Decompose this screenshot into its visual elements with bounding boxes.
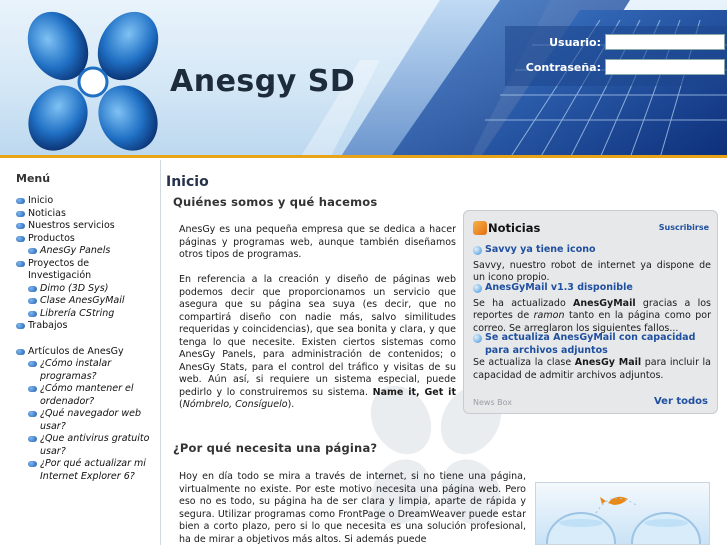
bulb-icon bbox=[473, 282, 485, 298]
motto-translation: Nómbrelo, Consíguelo bbox=[182, 399, 288, 410]
menu-item-dimo[interactable]: Dimo (3D Sys) bbox=[28, 283, 152, 296]
main-menu bbox=[16, 195, 152, 333]
news-headline-text[interactable]: AnesGyMail v1.3 disponible bbox=[485, 282, 633, 293]
user-label: Usuario: bbox=[549, 35, 601, 49]
news-body: Se actualiza la clase AnesGy Mail para incluir la capacidad de admitir archivos adjuntos. bbox=[473, 357, 711, 381]
menu-item-anesgy-panels[interactable]: AnesGy Panels bbox=[28, 245, 152, 258]
page-title: Inicio bbox=[166, 174, 209, 190]
menu-item-cstring[interactable]: Librería CString bbox=[28, 308, 152, 321]
news-box-label: News Box bbox=[473, 398, 513, 407]
menu-item-productos[interactable]: Productos bbox=[16, 233, 152, 246]
menu-item-trabajos[interactable]: Trabajos bbox=[16, 320, 152, 333]
news-headline[interactable] bbox=[473, 282, 711, 298]
menu-item-noticias[interactable]: Noticias bbox=[16, 208, 152, 221]
news-box bbox=[463, 210, 718, 414]
paragraph-why: Hoy en día todo se mira a través de internet, si no tiene una página, virtualmente no existe. Por este motivo necesita una página web. Pero eso no es todo, su página ha de ser clara y limpia, aparte de rápida y segura. Utilizar programas como FrontPage o DreamWeaver puede estar bien a corto plazo, pero si lo que necesita es una solución profesional, ha de mirar a objetivos más altos. Si además puede bbox=[179, 471, 526, 545]
articles-title[interactable]: Artículos de AnesGy bbox=[16, 346, 152, 359]
menu-item-inicio[interactable]: Inicio bbox=[16, 195, 152, 208]
menu-item-servicios[interactable]: Nuestros servicios bbox=[16, 220, 152, 233]
password-input[interactable] bbox=[605, 59, 725, 75]
article-link[interactable]: ¿Que antivirus gratuito usar? bbox=[28, 433, 152, 458]
article-link[interactable]: ¿Cómo mantener el ordenador? bbox=[28, 383, 152, 408]
news-headline[interactable] bbox=[473, 332, 711, 357]
sidebar bbox=[0, 160, 152, 545]
news-headline-text[interactable]: Savvy ya tiene icono bbox=[485, 244, 596, 255]
article-link[interactable]: ¿Por qué actualizar mi Internet Explorer 6? bbox=[28, 458, 152, 483]
paragraph-web-design-text: En referencia a la creación y diseño de páginas web podemos decir que proporcionamos un servicio que asegura que su página sea suya (es decir, que no compartirá diseño con nadie más, salvo similitudes requeridas y coincidencias), que sea bonita y clara, y que tenga lo que necesite. Existen ciertos sistemas como AnesGy Panels, para administración de contenidos; o AnesGy Stats, para el control del tráfico y visitas de su web. Aún así, si requiere un sistema especial, puede pedirlo y lo construiremos su sistema. bbox=[179, 274, 456, 398]
brand-name: Anesgy SD bbox=[170, 64, 356, 99]
menu-title: Menú bbox=[16, 172, 51, 185]
articles-menu bbox=[16, 346, 152, 484]
user-input[interactable] bbox=[605, 34, 725, 50]
password-label: Contraseña: bbox=[525, 60, 601, 74]
login-password-row bbox=[526, 59, 725, 75]
news-item bbox=[473, 244, 711, 285]
bulb-icon bbox=[473, 244, 485, 260]
subscribe-link[interactable]: Suscribirse bbox=[658, 223, 709, 232]
fish-bowl-image bbox=[535, 482, 710, 545]
section-title-about: Quiénes somos y qué hacemos bbox=[173, 195, 378, 209]
news-body: Se ha actualizado AnesGyMail gracias a los reportes de ramon tanto en la página como por correo. Se arreglaron los siguientes fallos... bbox=[473, 297, 712, 334]
site-header bbox=[0, 0, 727, 158]
login-user-row bbox=[549, 34, 725, 50]
view-all-news-link[interactable]: Ver todos bbox=[653, 396, 708, 407]
article-link[interactable]: ¿Qué navegador web usar? bbox=[28, 408, 152, 433]
section-title-why: ¿Por qué necesita una página? bbox=[173, 441, 378, 455]
news-title: Noticias bbox=[488, 221, 541, 235]
paragraph-intro: AnesGy es una pequeña empresa que se dedica a hacer páginas y programas web, aunque también diseñamos otros tipos de programas. bbox=[179, 224, 456, 260]
news-body: Savvy, nuestro robot de internet ya dispone de un icono propio. bbox=[473, 259, 711, 283]
bulb-icon bbox=[473, 332, 485, 357]
fish-bowl-illustration bbox=[536, 483, 710, 545]
menu-item-proyectos[interactable]: Proyectos de Investigación bbox=[16, 258, 152, 283]
rss-icon[interactable] bbox=[473, 221, 487, 235]
news-item bbox=[473, 332, 711, 382]
login-panel bbox=[505, 26, 727, 86]
motto: Name it, Get it bbox=[372, 386, 456, 398]
news-headline-text[interactable]: Se actualiza AnesGyMail con capacidad para archivos adjuntos bbox=[485, 332, 696, 356]
menu-item-anesgymail[interactable]: Clase AnesGyMail bbox=[28, 295, 152, 308]
news-item bbox=[473, 282, 711, 335]
article-link[interactable]: ¿Cómo instalar programas? bbox=[28, 358, 152, 383]
logo-icon bbox=[18, 6, 168, 156]
news-headline[interactable] bbox=[473, 244, 711, 260]
paragraph-web-design: En referencia a la creación y diseño de páginas web podemos decir que proporcionamos un servicio que asegura que su página sea suya (es decir, que no compartirá diseño con nadie más, salvo similitudes requeridas y coincidencias), que sea bonita y clara, y que tenga lo que necesite. Existen ciertos sistemas como AnesGy Panels, para administración de contenidos; o AnesGy Stats, para el control del tráfico y visitas de su web. Aún así, si requiere un sistema especial, puede pedirlo y lo construiremos su sistema. Name it, Get it (Nómbrelo, Consíguelo). bbox=[179, 274, 456, 410]
